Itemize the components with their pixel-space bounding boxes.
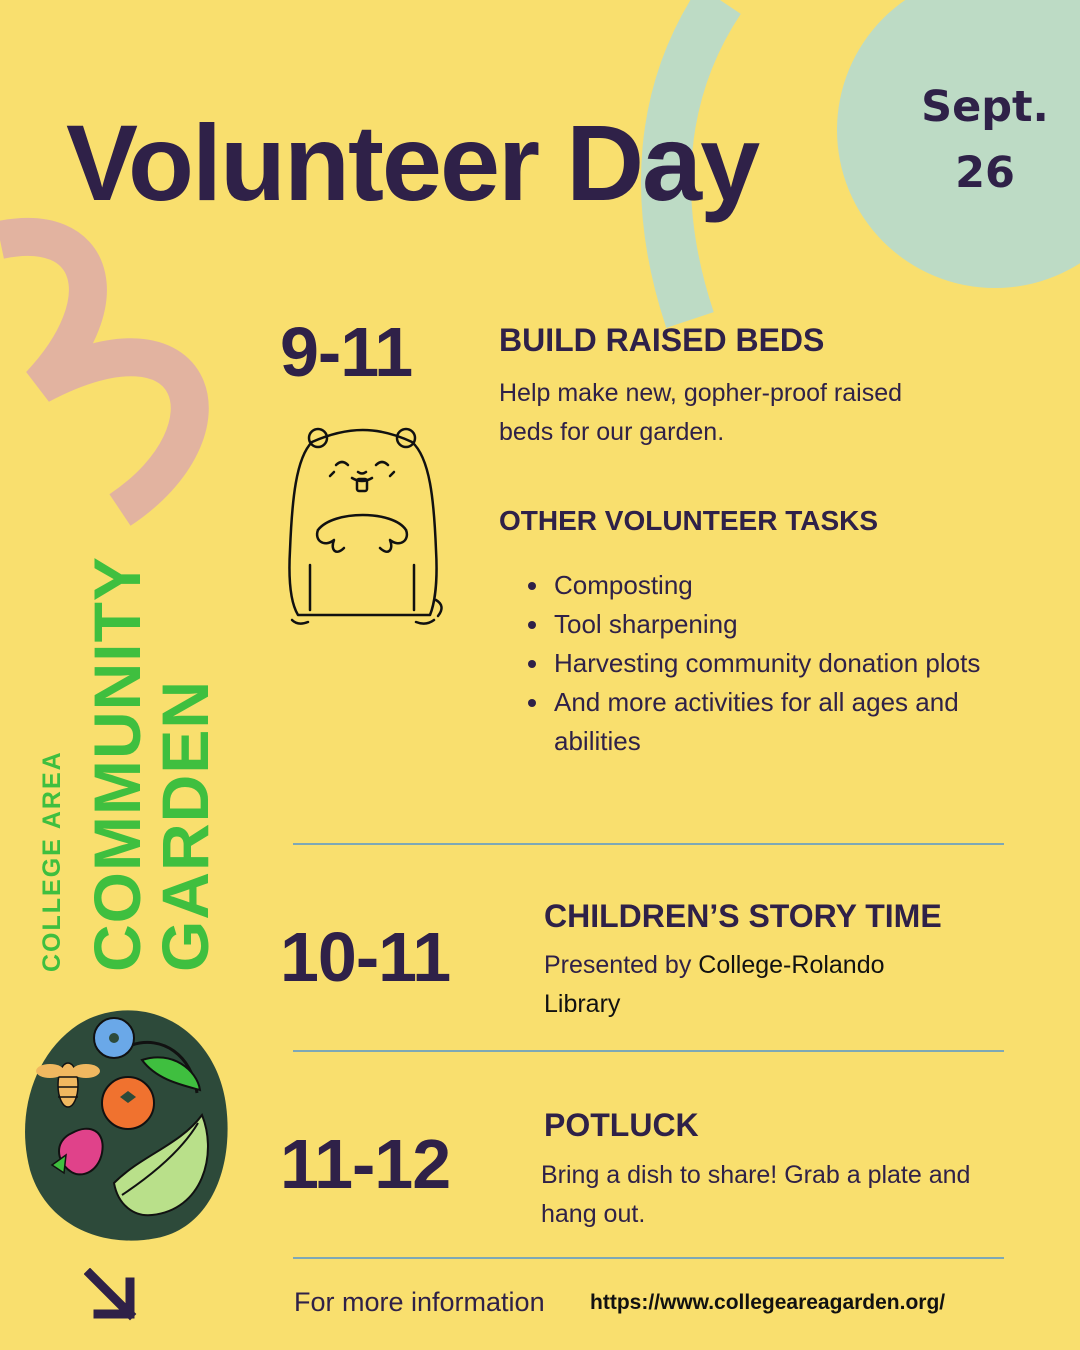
pink-swirl xyxy=(0,237,190,510)
brand-small-text: COLLEGE AREA xyxy=(38,750,66,972)
other-tasks-heading: OTHER VOLUNTEER TASKS xyxy=(499,505,879,536)
gopher-icon xyxy=(278,420,448,635)
brand-line-community: COMMUNITY xyxy=(80,556,154,972)
task-item: Composting xyxy=(518,566,998,605)
presenter-prefix: Presented by xyxy=(544,951,692,979)
arrow-down-right-icon xyxy=(84,1268,138,1322)
time-slot-2: 10-11 xyxy=(280,918,451,996)
activity-heading-3: POTLUCK xyxy=(544,1107,699,1143)
task-item: And more activities for all ages and abilities xyxy=(518,683,998,761)
time-slot-1: 9-11 xyxy=(280,313,413,391)
garden-badge-icon xyxy=(22,1005,232,1245)
presenter-name: College-Rolando Library xyxy=(544,951,885,1018)
activity-description-1: Help make new, gopher-proof raised beds for our garden. xyxy=(499,379,903,446)
event-date xyxy=(890,74,1080,206)
task-item: Harvesting community donation plots xyxy=(518,644,998,683)
more-info-label: For more information xyxy=(294,1287,545,1317)
activity-heading-2: CHILDREN’S STORY TIME xyxy=(544,898,942,934)
time-slot-3: 11-12 xyxy=(280,1125,451,1203)
activity-heading-1: BUILD RAISED BEDS xyxy=(499,322,825,358)
task-item: Tool sharpening xyxy=(518,605,998,644)
date-day: 26 xyxy=(955,148,1015,198)
activity-description-3: Bring a dish to share! Grab a plate and hang out. xyxy=(541,1161,971,1228)
date-month: Sept. xyxy=(921,82,1049,132)
divider-2 xyxy=(293,1050,1004,1052)
divider-3 xyxy=(293,1257,1004,1259)
other-tasks-list xyxy=(518,566,998,761)
page-title: Volunteer Day xyxy=(66,102,759,223)
divider-1 xyxy=(293,843,1004,845)
brand-line-garden: GARDEN xyxy=(148,679,222,972)
activity-description-2 xyxy=(544,946,964,1024)
website-link[interactable]: https://www.collegeareagarden.org/ xyxy=(590,1291,946,1314)
